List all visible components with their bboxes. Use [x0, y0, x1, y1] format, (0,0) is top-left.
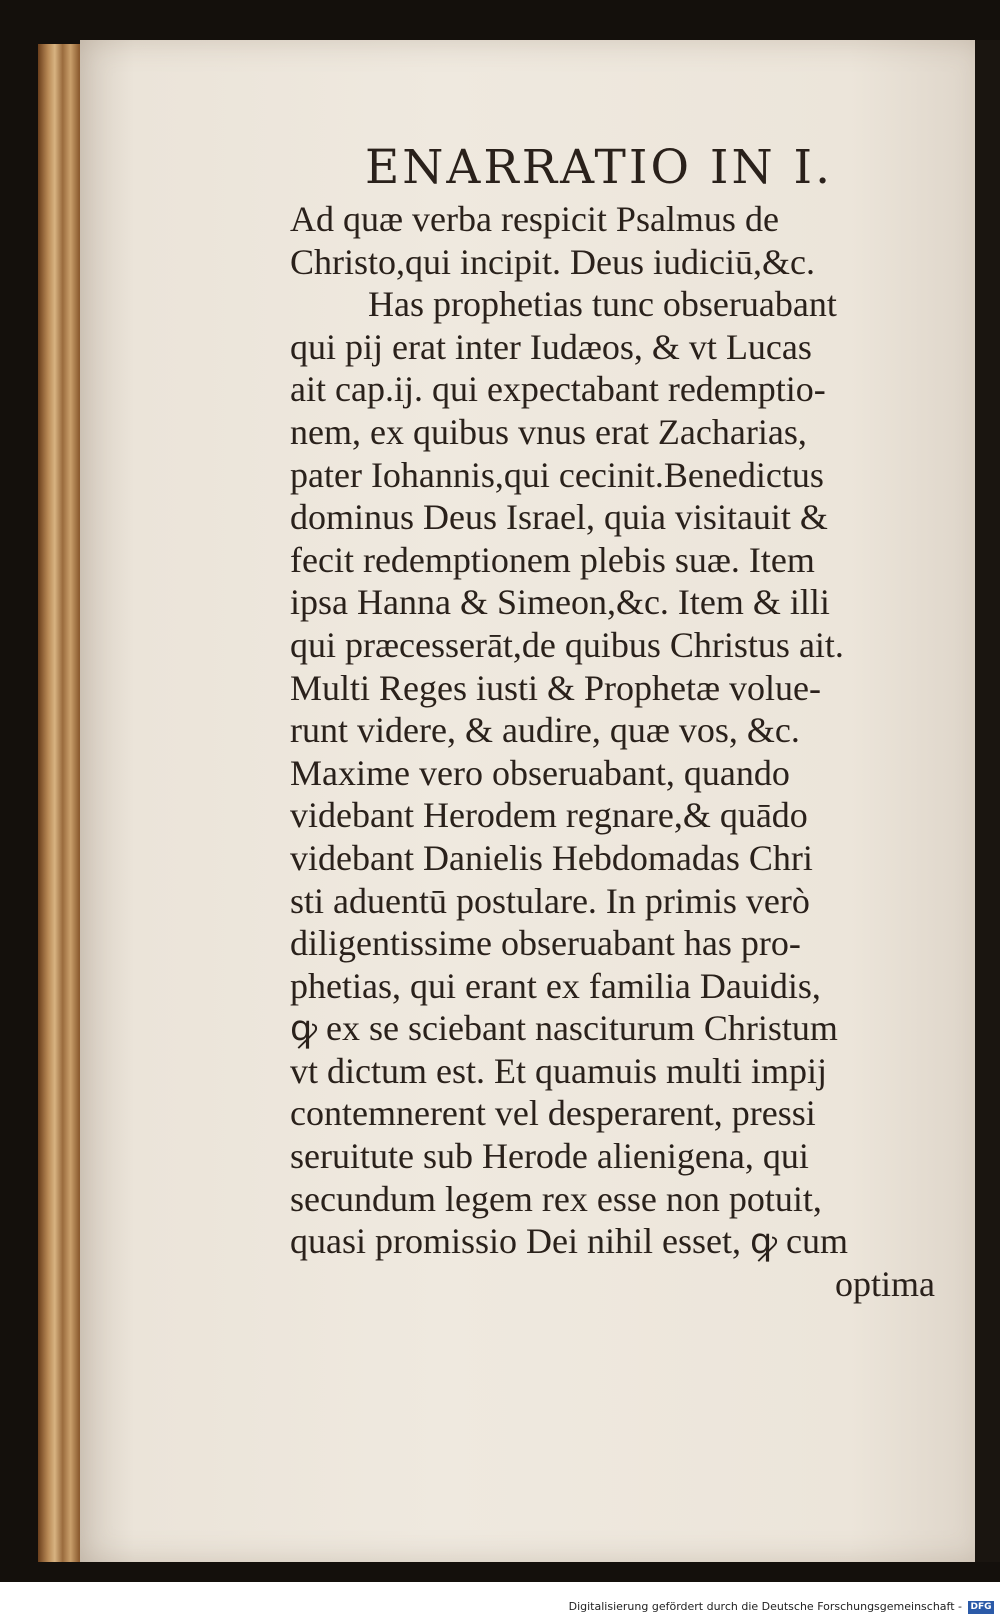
text-line: sti aduentū postulare. In primis verò — [290, 880, 810, 921]
scan-right-edge — [975, 40, 1000, 1562]
text-line: secundum legem rex esse non potuit, — [290, 1178, 822, 1219]
text-line: diligentissime obseruabant has pro- — [290, 923, 801, 964]
text-line: contemnerent vel desperarent, pressi — [290, 1093, 816, 1134]
text-line: fecit redemptionem plebis suæ. Item — [290, 539, 815, 580]
text-line: Maxime vero obseruabant, quando — [290, 752, 790, 793]
page-body-text — [290, 198, 940, 1305]
text-line: nem, ex quibus vnus erat Zacharias, — [290, 411, 807, 452]
text-line: ait cap.ij. qui expectabant redemptio- — [290, 369, 826, 410]
text-line: videbant Danielis Hebdomadas Chri — [290, 837, 813, 878]
text-line: qui præcesserāt,de quibus Christus ait. — [290, 624, 844, 665]
footer-bar — [0, 1598, 1000, 1618]
text-line: ꝙ ex se sciebant nasciturum Christum — [290, 1008, 838, 1049]
text-line: videbant Herodem regnare,& quādo — [290, 795, 808, 836]
text-line: Multi Reges iusti & Prophetæ volue- — [290, 667, 821, 708]
catchword: optima — [835, 1263, 935, 1304]
running-head: ENARRATIO IN I. — [365, 140, 834, 195]
text-line: seruitute sub Herode alienigena, qui — [290, 1136, 809, 1177]
text-line: dominus Deus Israel, quia visitauit & — [290, 497, 828, 538]
text-line: ipsa Hanna & Simeon,&c. Item & illi — [290, 582, 830, 623]
text-line: pater Iohannis,qui cecinit.Benedictus — [290, 454, 824, 495]
dfg-logo: DFG — [968, 1601, 994, 1614]
text-line: Has prophetias tunc obseruabant — [368, 284, 837, 325]
text-line: phetias, qui erant ex familia Dauidis, — [290, 965, 821, 1006]
funding-credit: Digitalisierung gefördert durch die Deutsche Forschungsgemeinschaft - — [568, 1600, 962, 1613]
text-line: Christo,qui incipit. Deus iudiciū,&c. — [290, 241, 815, 282]
text-line: Ad quæ verba respicit Psalmus de — [290, 199, 779, 239]
text-line: qui pij erat inter Iudæos, & vt Lucas — [290, 326, 812, 367]
text-line: quasi promissio Dei nihil esset, ꝙ cum — [290, 1221, 848, 1262]
text-line: runt videre, & audire, quæ vos, &c. — [290, 710, 800, 751]
text-line: vt dictum est. Et quamuis multi impij — [290, 1050, 827, 1091]
